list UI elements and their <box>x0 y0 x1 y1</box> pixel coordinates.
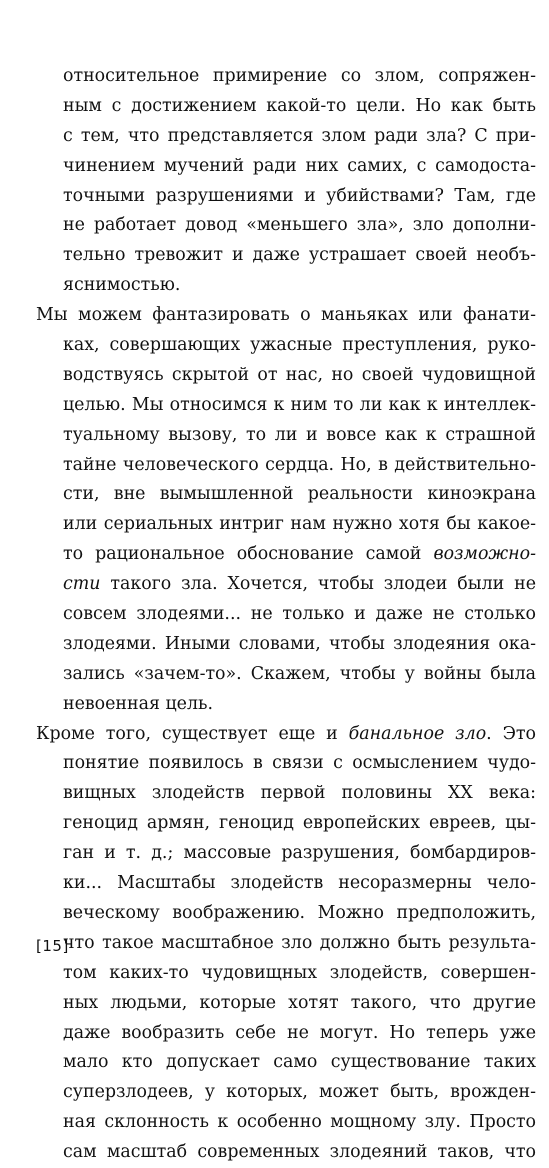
page-number: [15] <box>36 937 69 955</box>
text-line: невоенная цель. <box>63 693 214 714</box>
text-line: тельно тревожит и даже устрашает своей необъ- <box>63 245 536 266</box>
text-line: тайне человеческого сердца. Но, в действительно- <box>63 454 536 475</box>
text-line: совсем злодеями... не только и даже не столько <box>63 604 536 625</box>
text-line: водствуясь скрытой от нас, но своей чудовищной <box>63 364 536 385</box>
text-line: относительное примирение со злом, сопряжен- <box>63 66 536 86</box>
text-line: что такое масштабное зло должно быть результа- <box>63 932 536 953</box>
text-line: не работает довод «меньшего зла», зло дополни- <box>63 215 536 236</box>
text-line: злодеями. Иными словами, чтобы злодеяния ока- <box>63 633 536 654</box>
text-line: геноцид армян, геноцид европейских евреев, цы- <box>63 813 536 834</box>
italic-text: возможно- <box>433 544 536 565</box>
text-run: Кроме того, существует еще и <box>36 723 349 744</box>
text-line: ки... Масштабы злодейств несоразмерны чело- <box>63 873 536 894</box>
text-line: вищных злодейств первой половины XX века: <box>63 783 536 804</box>
italic-text: сти <box>63 574 101 595</box>
text-line: ным с достижением какой-то цели. Но как быть <box>63 95 536 116</box>
text-line: суперзлодеев, у которых, может быть, врожден- <box>63 1082 536 1103</box>
text-line: Мы можем фантазировать о маньяках или фанати- <box>36 305 536 326</box>
text-line: мало кто допускает само существование таких <box>63 1052 536 1073</box>
text-line: даже вообразить себе не могут. Но теперь уже <box>63 1022 536 1043</box>
text-run: . Это <box>486 723 536 744</box>
text-line: ная склонность к особенно мощному злу. Просто <box>63 1112 536 1133</box>
text-line: чинением мучений ради них самих, с самодоста- <box>63 155 536 176</box>
text-line: веческому воображению. Можно предположить, <box>63 902 536 923</box>
text-line: или сериальных интриг нам нужно хотя бы какое- <box>63 514 536 535</box>
paragraph-2 <box>36 301 536 719</box>
text-line <box>36 570 536 600</box>
text-line: ных людьми, которые хотят такого, что другие <box>63 992 536 1013</box>
text-line <box>36 540 536 570</box>
text-run: то рациональное обоснование самой <box>63 544 434 565</box>
text-line: зались «зачем-то». Скажем, чтобы у войны была <box>63 663 536 684</box>
text-line: туальному вызову, то ли и вовсе как к страшной <box>63 424 536 445</box>
text-line: том каких-то чудовищных злодейств, совершен- <box>63 962 536 983</box>
paragraph-1 <box>36 62 536 301</box>
text-line: понятие появилось в связи с осмыслением чудо- <box>63 753 536 774</box>
text-line: целью. Мы относимся к ним то ли как к интеллек- <box>63 394 536 415</box>
text-line: сам масштаб современных злодеяний таков, что <box>63 1142 536 1163</box>
text-line: ках, совершающих ужасные преступления, руко- <box>63 335 536 356</box>
body-text <box>36 62 536 1168</box>
italic-text: банальное зло <box>348 723 487 744</box>
text-line: яснимостью. <box>63 275 181 296</box>
text-run: такого зла. Хочется, чтобы злодеи были не <box>100 574 536 595</box>
text-line <box>36 720 536 750</box>
text-line: сти, вне вымышленной реальности киноэкрана <box>63 484 536 505</box>
text-line: с тем, что представляется злом ради зла? С при- <box>63 125 536 146</box>
text-line: точными разрушениями и убийствами? Там, где <box>63 185 536 206</box>
paragraph-3 <box>36 720 536 1168</box>
text-line: ган и т. д.; массовые разрушения, бомбардиров- <box>63 843 536 864</box>
